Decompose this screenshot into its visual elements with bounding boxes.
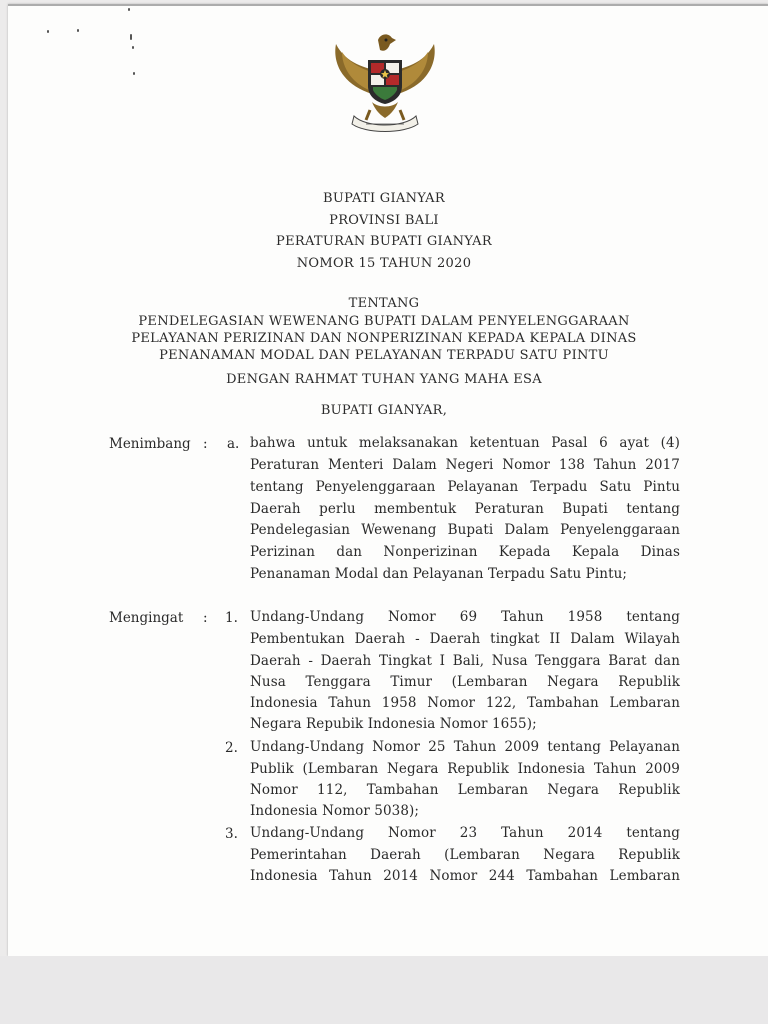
mengingat-1-line: Pembentukan Daerah - Daerah tingkat II Dalam Wilayah <box>250 631 680 647</box>
mengingat-3-line: Indonesia Tahun 2014 Nomor 244 Tambahan Lembaran <box>250 868 680 884</box>
garuda-emblem <box>326 24 444 134</box>
scan-margin <box>0 956 768 1024</box>
subject-line-4: PENANAMAN MODAL DAN PELAYANAN TERPADU SATU PINTU <box>159 348 609 363</box>
menimbang-a-line: bahwa untuk melaksanakan ketentuan Pasal 6 ayat (4) <box>250 435 680 451</box>
subject-line-3: PELAYANAN PERIZINAN DAN NONPERIZINAN KEPADA KEPALA DINAS <box>131 331 637 346</box>
mengingat-item-2-marker: 2. <box>225 740 238 756</box>
menimbang-a-line: tentang Penyelenggaraan Pelayanan Terpadu Satu Pintu <box>250 479 680 495</box>
header-line-4: NOMOR 15 TAHUN 2020 <box>296 256 472 271</box>
menimbang-label: Menimbang <box>109 436 191 452</box>
mengingat-item-3-marker: 3. <box>225 826 238 842</box>
subject-line-1: TENTANG <box>348 296 420 311</box>
menimbang-a-line: Penanaman Modal dan Pelayanan Terpadu Satu Pintu; <box>250 566 628 582</box>
mengingat-1-line: Nusa Tenggara Timur (Lembaran Negara Republik <box>250 674 680 690</box>
menimbang-colon: : <box>203 436 208 452</box>
menimbang-item-a-marker: a. <box>227 436 240 452</box>
mengingat-1-line: Daerah - Daerah Tingkat I Bali, Nusa Tenggara Barat dan <box>250 653 680 669</box>
mengingat-1-line: Undang-Undang Nomor 69 Tahun 1958 tentang <box>250 609 680 625</box>
mengingat-2-line: Nomor 112, Tambahan Lembaran Negara Republik <box>250 782 680 798</box>
menimbang-a-line: Pendelegasian Wewenang Bupati Dalam Penyelenggaraan <box>250 522 680 538</box>
blessing-line: DENGAN RAHMAT TUHAN YANG MAHA ESA <box>226 372 542 387</box>
mengingat-colon: : <box>203 610 208 626</box>
menimbang-a-line: Daerah perlu membentuk Peraturan Bupati tentang <box>250 501 680 517</box>
mengingat-3-line: Undang-Undang Nomor 23 Tahun 2014 tentang <box>250 825 680 841</box>
authority-line: BUPATI GIANYAR, <box>320 403 448 418</box>
mengingat-label: Mengingat <box>109 610 184 626</box>
mengingat-1-line: Negara Repubik Indonesia Nomor 1655); <box>250 716 537 732</box>
mengingat-3-line: Pemerintahan Daerah (Lembaran Negara Republik <box>250 847 680 863</box>
subject-line-2: PENDELEGASIAN WEWENANG BUPATI DALAM PENYELENGGARAAN <box>138 314 630 329</box>
mengingat-2-line: Undang-Undang Nomor 25 Tahun 2009 tentang Pelayanan <box>250 739 680 755</box>
menimbang-a-line: Perizinan dan Nonperizinan Kepada Kepala Dinas <box>250 544 680 560</box>
header-line-1: BUPATI GIANYAR <box>323 191 445 206</box>
mengingat-item-1-marker: 1. <box>225 610 238 626</box>
header-line-3: PERATURAN BUPATI GIANYAR <box>276 234 492 249</box>
header-line-2: PROVINSI BALI <box>329 213 439 228</box>
scan-specks <box>0 0 140 90</box>
mengingat-1-line: Indonesia Tahun 1958 Nomor 122, Tambahan Lembaran <box>250 695 680 711</box>
mengingat-2-line: Publik (Lembaran Negara Republik Indonesia Tahun 2009 <box>250 761 680 777</box>
mengingat-2-line: Indonesia Nomor 5038); <box>250 803 420 819</box>
menimbang-a-line: Peraturan Menteri Dalam Negeri Nomor 138 Tahun 2017 <box>250 457 680 473</box>
